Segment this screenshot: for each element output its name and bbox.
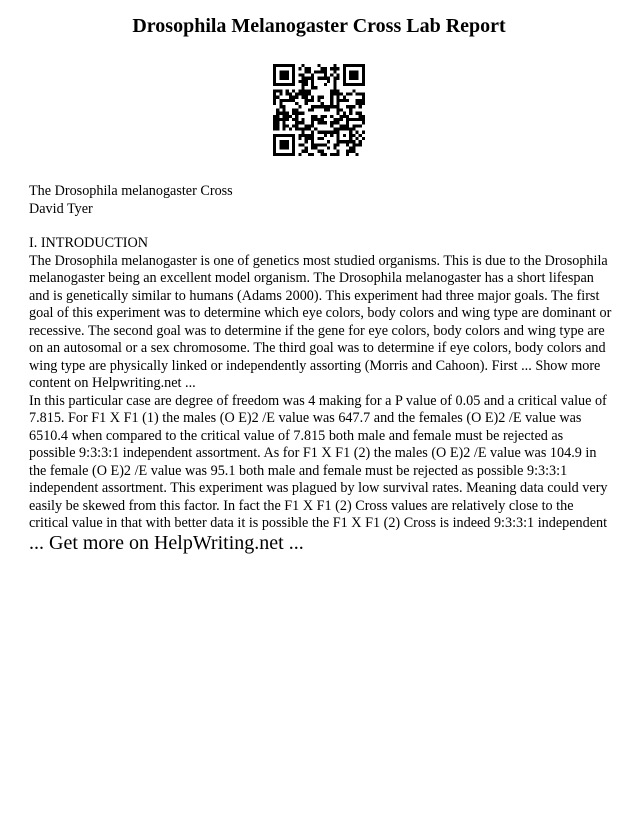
header-block [29, 183, 614, 218]
intro-line: wing type are physically linked or independently assorting (Morris and Cahoon). First ... Show more [29, 357, 601, 374]
intro-line: The Drosophila melanogaster is one of genetics most studied organisms. This is due to the Drosophila [29, 252, 608, 269]
results-line: 6510.4 when compared to the critical value of 7.815 both male and female must be rejected as [29, 427, 564, 444]
qr-code-icon [273, 64, 365, 156]
document-title: Drosophila Melanogaster Cross Lab Report [132, 15, 506, 37]
intro-line: and is genetically similar to humans (Adams 2000). This experiment had three major goals. The first [29, 287, 600, 304]
results-line: 7.815. For F1 X F1 (1) the males (O E)2 /E value was 647.7 and the females (O E)2 /E value was [29, 410, 582, 426]
intro-line: content on Helpwriting.net ... [29, 375, 196, 391]
report-subtitle: The Drosophila melanogaster Cross [29, 183, 233, 199]
results-line: possible 9:3:3:1 independent assortment. As for F1 X F1 (2) the males (O E)2 /E value was 104.9 in [29, 445, 597, 461]
results-line: critical value in that with better data it is possible the F1 X F1 (2) Cross is indeed 9:3:3:1 independent [29, 515, 608, 531]
section-heading: I. INTRODUCTION [29, 235, 149, 251]
results-line: easily be skewed from this factor. In fact the F1 X F1 (2) Cross values are relatively close to the [29, 497, 574, 514]
get-more-link[interactable]: ... Get more on HelpWriting.net ... [29, 532, 304, 554]
results-line: independent assortment. This experiment was plagued by low survival rates. Meaning data could very [29, 480, 608, 496]
introduction-section [29, 235, 614, 533]
intro-line: on an autosomal or a sex chromosome. The third goal was to determine if eye colors, body colors and [29, 340, 606, 356]
intro-line: goal of this experiment was to determine which eye colors, body colors and wing type are dominant or [29, 305, 612, 321]
intro-line: recessive. The second goal was to determine if the gene for eye colors, body colors and wing type are [29, 322, 605, 339]
results-line: the female (O E)2 /E value was 95.1 both male and female must be rejected as possible 9:3:3:1 [29, 462, 568, 479]
intro-line: melanogaster being an excellent model organism. The Drosophila melanogaster has a short lifespan [29, 270, 594, 286]
results-line: In this particular case are degree of freedom was 4 making for a P value of 0.05 and a critical value of [29, 392, 607, 409]
author-name: David Tyer [29, 200, 93, 217]
